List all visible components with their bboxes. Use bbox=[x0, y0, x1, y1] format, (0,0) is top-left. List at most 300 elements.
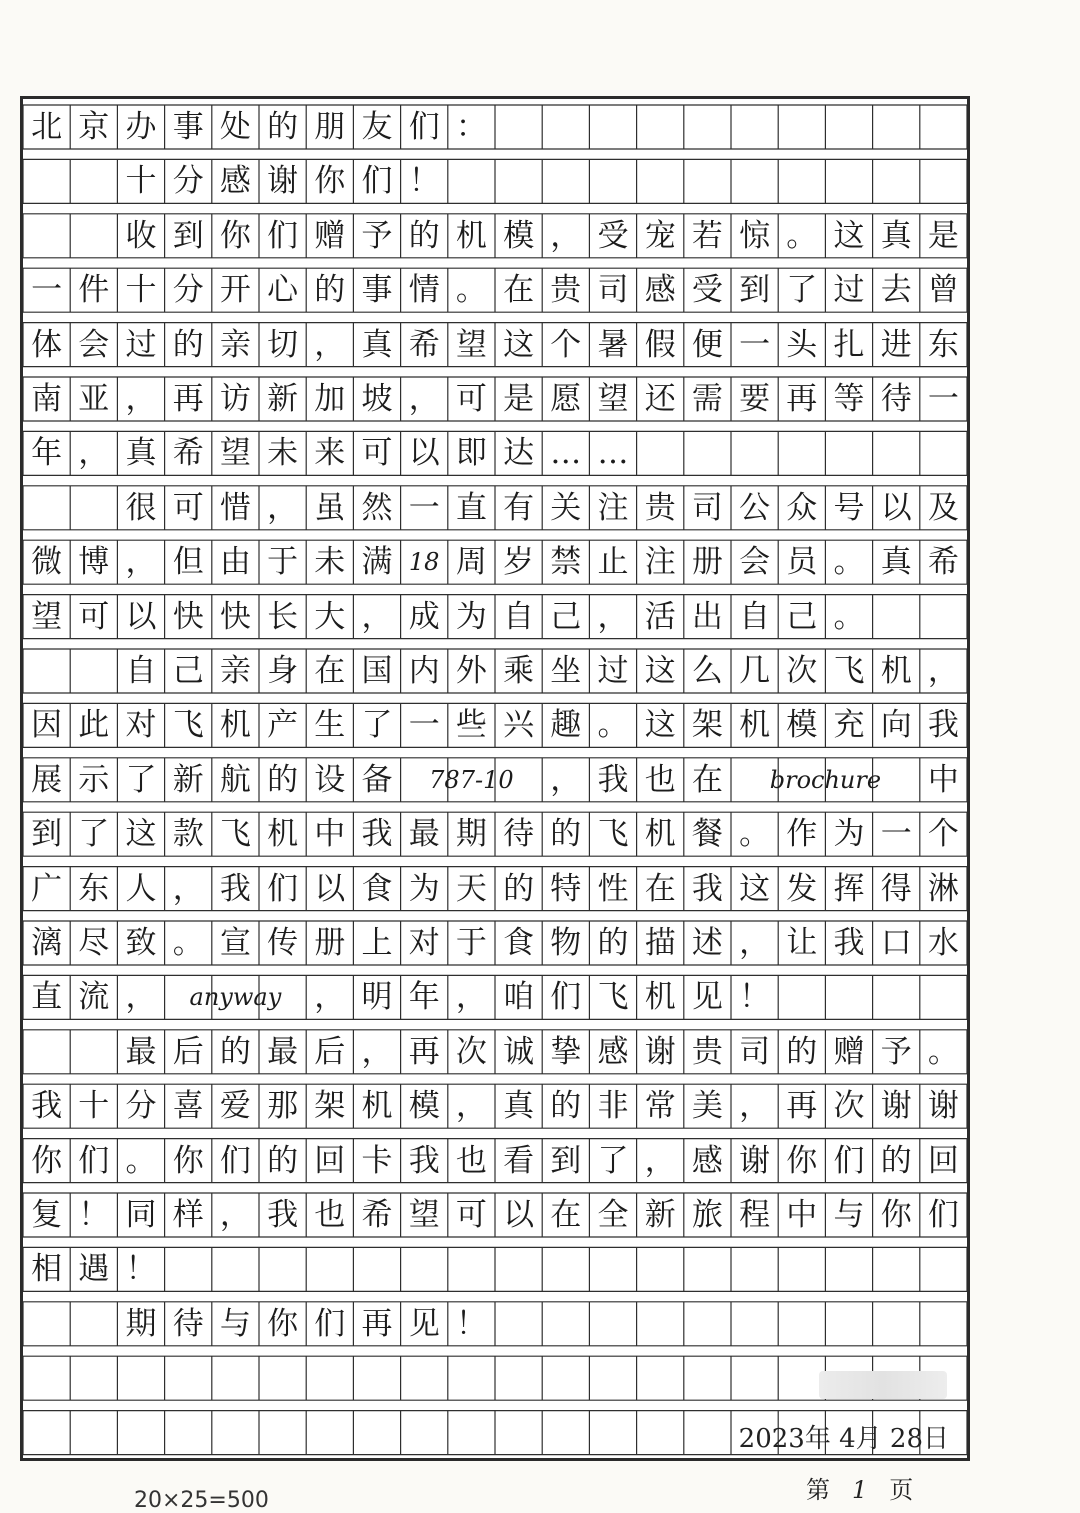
letter-char: ， bbox=[739, 925, 771, 961]
letter-char: 谢 bbox=[644, 1033, 676, 1070]
letter-char: 广 bbox=[31, 870, 63, 907]
letter-char: 然 bbox=[361, 489, 393, 526]
letter-char: 以 bbox=[314, 870, 346, 907]
letter-char: 收 bbox=[125, 217, 157, 254]
letter-char: 是 bbox=[927, 217, 959, 254]
letter-char: 有 bbox=[503, 489, 535, 526]
letter-char: 望 bbox=[408, 1197, 440, 1233]
letter-char: 模 bbox=[408, 1088, 440, 1125]
letter-char: 自 bbox=[739, 598, 771, 635]
letter-char: 常 bbox=[644, 1088, 676, 1125]
letter-char: 口 bbox=[880, 925, 912, 961]
letter-char: 处 bbox=[219, 109, 251, 145]
letter-char: 头 bbox=[786, 326, 818, 363]
letter-char: 。 bbox=[125, 1142, 157, 1179]
letter-char: 程 bbox=[739, 1197, 771, 1233]
letter-char: 淋 bbox=[927, 870, 959, 907]
letter-char: 望 bbox=[597, 381, 629, 417]
letter-char: 再 bbox=[361, 1305, 393, 1342]
letter-line bbox=[23, 1030, 967, 1084]
letter-char: 飞 bbox=[172, 707, 204, 744]
letter-char: 。 bbox=[927, 1033, 959, 1070]
letter-char: 。 bbox=[833, 544, 865, 581]
letter-char: ， bbox=[550, 217, 582, 254]
letter-char bbox=[23, 159, 70, 203]
letter-char: 暑 bbox=[597, 326, 629, 363]
letter-char: ， bbox=[219, 1197, 251, 1233]
letter-char: 旅 bbox=[691, 1197, 723, 1233]
letter-line bbox=[23, 159, 967, 213]
letter-char: 次 bbox=[786, 653, 818, 689]
letter-char: 餐 bbox=[691, 816, 723, 853]
letter-char: 坐 bbox=[550, 653, 582, 689]
letter-char: 爱 bbox=[219, 1088, 251, 1125]
letter-char: 切 bbox=[267, 326, 299, 363]
letter-char: 我 bbox=[691, 870, 723, 907]
letter-char: 谢 bbox=[927, 1088, 959, 1125]
letter-char: 外 bbox=[455, 653, 487, 689]
letter-char: 赠 bbox=[314, 217, 346, 254]
letter-char: 模 bbox=[786, 707, 818, 744]
letter-char bbox=[70, 649, 117, 693]
letter-char: 的 bbox=[314, 272, 346, 309]
letter-char: 达 bbox=[503, 435, 535, 472]
letter-char: 很 bbox=[125, 489, 157, 526]
letter-char: 样 bbox=[172, 1197, 204, 1233]
letter-char: 你 bbox=[314, 163, 346, 200]
letter-char: 望 bbox=[31, 598, 63, 635]
letter-char: 待 bbox=[172, 1305, 204, 1342]
letter-char: ， bbox=[408, 381, 440, 417]
letter-char: 新 bbox=[644, 1197, 676, 1233]
letter-char: 访 bbox=[219, 381, 251, 417]
letter-char: 号 bbox=[833, 489, 865, 526]
letter-char: 开 bbox=[219, 272, 251, 309]
letter-char: 望 bbox=[219, 435, 251, 472]
letter-char: 遇 bbox=[78, 1251, 110, 1288]
letter-char: 再 bbox=[172, 381, 204, 417]
letter-char: 假 bbox=[644, 326, 676, 363]
letter-char: 的 bbox=[550, 816, 582, 853]
letter-char: 的 bbox=[267, 1142, 299, 1179]
letter-char: 在 bbox=[550, 1197, 582, 1233]
letter-char: 虽 bbox=[314, 489, 346, 526]
letter-line bbox=[23, 975, 967, 1029]
letter-char: 期 bbox=[125, 1305, 157, 1342]
letter-char: 。 bbox=[833, 598, 865, 635]
letter-line bbox=[23, 540, 967, 594]
letter-line bbox=[23, 1084, 967, 1138]
page-number-label bbox=[806, 1470, 913, 1505]
redacted-signature bbox=[819, 1371, 947, 1399]
letter-char: 示 bbox=[78, 761, 110, 798]
letter-char: 一 bbox=[880, 816, 912, 853]
letter-char: 发 bbox=[786, 870, 818, 907]
letter-line bbox=[23, 1247, 967, 1301]
letter-char: 年 bbox=[408, 979, 440, 1016]
letter-char: ， bbox=[314, 979, 346, 1016]
letter-line bbox=[23, 268, 967, 322]
letter-char: 致 bbox=[125, 925, 157, 961]
letter-char: 于 bbox=[455, 925, 487, 961]
letter-char: 们 bbox=[927, 1197, 959, 1233]
letter-char: 再 bbox=[786, 381, 818, 417]
letter-char: 机 bbox=[739, 707, 771, 744]
letter-char: 受 bbox=[691, 272, 723, 309]
letter-char: 向 bbox=[880, 707, 912, 744]
letter-line bbox=[23, 214, 967, 268]
letter-char: 真 bbox=[880, 217, 912, 254]
letter-char: 漓 bbox=[31, 925, 63, 961]
letter-char: 个 bbox=[550, 326, 582, 363]
letter-char: ！ bbox=[455, 1305, 487, 1342]
letter-line bbox=[23, 595, 967, 649]
letter-char: 博 bbox=[78, 544, 110, 581]
letter-char: 事 bbox=[361, 272, 393, 309]
letter-char: 愿 bbox=[550, 381, 582, 417]
letter-char: 我 bbox=[31, 1088, 63, 1125]
letter-char: 让 bbox=[786, 925, 818, 961]
letter-char: 一 bbox=[31, 272, 63, 309]
letter-char: ， bbox=[267, 489, 299, 526]
letter-char: 曾 bbox=[927, 272, 959, 309]
letter-char: 人 bbox=[125, 870, 157, 907]
letter-char: 挚 bbox=[550, 1033, 582, 1070]
letter-char: 个 bbox=[927, 816, 959, 853]
letter-char: 感 bbox=[597, 1033, 629, 1070]
letter-char: 过 bbox=[125, 326, 157, 363]
letter-char: 惜 bbox=[219, 489, 251, 526]
letter-char: 可 bbox=[361, 435, 393, 472]
letter-char: 亲 bbox=[219, 326, 251, 363]
letter-char: 朋 bbox=[314, 109, 346, 145]
letter-char: 们 bbox=[219, 1142, 251, 1179]
letter-char: 美 bbox=[691, 1088, 723, 1125]
letter-char: 我 bbox=[597, 761, 629, 798]
letter-char bbox=[70, 486, 117, 530]
letter-char: 的 bbox=[408, 217, 440, 254]
letter-char: 要 bbox=[739, 381, 771, 417]
letter-char: 看 bbox=[503, 1142, 535, 1179]
letter-date: 2023年 4月 28日 bbox=[738, 1424, 949, 1454]
letter-char: 的 bbox=[880, 1142, 912, 1179]
letter-char: ！ bbox=[739, 979, 771, 1016]
letter-char bbox=[23, 486, 70, 530]
letter-char: 这 bbox=[833, 217, 865, 254]
letter-line bbox=[23, 1193, 967, 1247]
letter-char: 飞 bbox=[833, 653, 865, 689]
letter-char: 最 bbox=[408, 816, 440, 853]
letter-line bbox=[23, 921, 967, 975]
letter-char: 贵 bbox=[644, 489, 676, 526]
letter-char: 在 bbox=[644, 870, 676, 907]
letter-char: 了 bbox=[78, 816, 110, 853]
letter-char: 我 bbox=[267, 1197, 299, 1233]
letter-char bbox=[70, 214, 117, 258]
letter-line bbox=[23, 649, 967, 703]
letter-char: 还 bbox=[644, 381, 676, 417]
letter-char: 南 bbox=[31, 381, 63, 417]
letter-char: 真 bbox=[125, 435, 157, 472]
letter-char: 在 bbox=[503, 272, 535, 309]
letter-char: 传 bbox=[267, 925, 299, 961]
letter-char: 己 bbox=[786, 598, 818, 635]
letter-char: 备 bbox=[361, 761, 393, 798]
letter-char: 趣 bbox=[550, 707, 582, 744]
letter-char: ， bbox=[361, 1033, 393, 1070]
letter-char: 我 bbox=[408, 1142, 440, 1179]
letter-char: 谢 bbox=[267, 163, 299, 200]
letter-char: 们 bbox=[550, 979, 582, 1016]
letter-char: ， bbox=[125, 381, 157, 417]
letter-char: 复 bbox=[31, 1197, 63, 1233]
letter-line bbox=[23, 758, 967, 812]
letter-char: … bbox=[597, 435, 629, 472]
letter-char: 架 bbox=[691, 707, 723, 744]
letter-char: 款 bbox=[172, 816, 204, 853]
letter-char: 关 bbox=[550, 489, 582, 526]
letter-char: 再 bbox=[408, 1033, 440, 1070]
letter-char: 们 bbox=[833, 1142, 865, 1179]
letter-char: 加 bbox=[314, 381, 346, 417]
letter-char: 述 bbox=[691, 925, 723, 961]
letter-char: 予 bbox=[880, 1033, 912, 1070]
letter-char: 年 bbox=[31, 435, 63, 472]
letter-char: 东 bbox=[927, 326, 959, 363]
letter-char: ， bbox=[597, 598, 629, 635]
letter-char: 员 bbox=[786, 544, 818, 581]
letter-char: 次 bbox=[833, 1088, 865, 1125]
letter-char: brochure bbox=[769, 765, 882, 794]
letter-char: 为 bbox=[833, 816, 865, 853]
letter-char: … bbox=[550, 435, 582, 472]
letter-char: 787-10 bbox=[429, 765, 514, 794]
letter-char: 快 bbox=[219, 598, 251, 635]
letter-char: 了 bbox=[786, 272, 818, 309]
letter-char: 止 bbox=[597, 544, 629, 581]
letter-char: 的 bbox=[550, 1088, 582, 1125]
letter-char: 那 bbox=[267, 1088, 299, 1125]
letter-char: 回 bbox=[314, 1142, 346, 1179]
letter-char: 贵 bbox=[691, 1033, 723, 1070]
letter-line bbox=[23, 1302, 967, 1356]
letter-char: 公 bbox=[739, 489, 771, 526]
letter-char: 得 bbox=[880, 870, 912, 907]
letter-char: 的 bbox=[219, 1033, 251, 1070]
letter-char: 来 bbox=[314, 435, 346, 472]
letter-char bbox=[23, 214, 70, 258]
letter-char: ， bbox=[644, 1142, 676, 1179]
letter-char: 作 bbox=[786, 816, 818, 853]
letter-char: 友 bbox=[361, 109, 393, 145]
letter-char: 可 bbox=[455, 1197, 487, 1233]
letter-char: ， bbox=[314, 326, 346, 363]
letter-char: 可 bbox=[172, 489, 204, 526]
letter-char: 以 bbox=[880, 489, 912, 526]
letter-char: 过 bbox=[833, 272, 865, 309]
letter-char bbox=[70, 1030, 117, 1074]
letter-char: 宠 bbox=[644, 217, 676, 254]
letter-char: 喜 bbox=[172, 1088, 204, 1125]
letter-char: 尽 bbox=[78, 925, 110, 961]
letter-char bbox=[70, 1302, 117, 1346]
letter-char: 们 bbox=[408, 109, 440, 145]
letter-char: 会 bbox=[78, 326, 110, 363]
letter-char: 些 bbox=[455, 707, 487, 744]
letter-char: 的 bbox=[503, 870, 535, 907]
letter-char: 这 bbox=[125, 816, 157, 853]
letter-char: 可 bbox=[455, 381, 487, 417]
letter-char: 。 bbox=[172, 925, 204, 961]
letter-char: 事 bbox=[172, 109, 204, 145]
letter-char: 注 bbox=[644, 544, 676, 581]
letter-char: 。 bbox=[597, 707, 629, 744]
letter-char: 北 bbox=[31, 109, 63, 145]
letter-char: 及 bbox=[927, 489, 959, 526]
letter-char: 由 bbox=[219, 544, 251, 581]
letter-char: 们 bbox=[361, 163, 393, 200]
letter-char: 你 bbox=[31, 1142, 63, 1179]
letter-char: 航 bbox=[219, 761, 251, 798]
letter-char: 于 bbox=[267, 544, 299, 581]
letter-char: 未 bbox=[267, 435, 299, 472]
letter-char: 我 bbox=[219, 870, 251, 907]
letter-char: 飞 bbox=[597, 979, 629, 1016]
letter-char: 咱 bbox=[503, 979, 535, 1016]
letter-char: 大 bbox=[314, 598, 346, 635]
letter-char: 机 bbox=[361, 1088, 393, 1125]
letter-char: 诚 bbox=[503, 1033, 535, 1070]
letter-char: 赠 bbox=[833, 1033, 865, 1070]
letter-char: 。 bbox=[455, 272, 487, 309]
letter-char: 机 bbox=[219, 707, 251, 744]
letter-char: 宣 bbox=[219, 925, 251, 961]
letter-line bbox=[23, 812, 967, 866]
letter-char: 司 bbox=[597, 272, 629, 309]
letter-char: 中 bbox=[786, 1197, 818, 1233]
letter-char: 了 bbox=[597, 1142, 629, 1179]
letter-char: 机 bbox=[644, 816, 676, 853]
letter-char: 情 bbox=[408, 272, 440, 309]
letter-char: 见 bbox=[691, 979, 723, 1016]
letter-line bbox=[23, 1139, 967, 1193]
letter-char: 予 bbox=[361, 217, 393, 254]
letter-char: 册 bbox=[314, 925, 346, 961]
letter-char: 对 bbox=[125, 707, 157, 744]
letter-char: 产 bbox=[267, 707, 299, 744]
letter-char: ！ bbox=[408, 163, 440, 200]
letter-char: 展 bbox=[31, 761, 63, 798]
letter-char: 到 bbox=[739, 272, 771, 309]
letter-char: 见 bbox=[408, 1305, 440, 1342]
letter-char: 机 bbox=[644, 979, 676, 1016]
letter-char: 的 bbox=[786, 1033, 818, 1070]
letter-char: 成 bbox=[408, 598, 440, 635]
letter-char: 若 bbox=[691, 217, 723, 254]
letter-char: 坡 bbox=[361, 381, 393, 417]
letter-char: 我 bbox=[361, 816, 393, 853]
letter-char: 们 bbox=[78, 1142, 110, 1179]
letter-char: 食 bbox=[361, 870, 393, 907]
letter-char: 体 bbox=[31, 326, 63, 363]
letter-char: 岁 bbox=[503, 544, 535, 581]
letter-char: 以 bbox=[125, 598, 157, 635]
letter-char: 充 bbox=[833, 707, 865, 744]
letter-char: 最 bbox=[267, 1033, 299, 1070]
letter-char: 十 bbox=[125, 163, 157, 200]
letter-char: 注 bbox=[597, 489, 629, 526]
letter-line bbox=[23, 105, 967, 159]
letter-char: 水 bbox=[927, 925, 959, 961]
letter-char: 可 bbox=[78, 598, 110, 635]
letter-char: 上 bbox=[361, 925, 393, 961]
letter-char: 新 bbox=[172, 761, 204, 798]
letter-char: 们 bbox=[314, 1305, 346, 1342]
letter-char: 一 bbox=[408, 489, 440, 526]
letter-char: 你 bbox=[880, 1197, 912, 1233]
letter-char: 是 bbox=[503, 381, 535, 417]
letter-char: 感 bbox=[644, 272, 676, 309]
letter-char: 机 bbox=[267, 816, 299, 853]
letter-char: 飞 bbox=[597, 816, 629, 853]
letter-char: 司 bbox=[691, 489, 723, 526]
letter-char: 感 bbox=[691, 1142, 723, 1179]
letter-char: 们 bbox=[267, 870, 299, 907]
letter-char: 你 bbox=[219, 217, 251, 254]
letter-char: 对 bbox=[408, 925, 440, 961]
letter-char: 同 bbox=[125, 1197, 157, 1233]
letter-char: 。 bbox=[739, 816, 771, 853]
letter-char: 会 bbox=[739, 544, 771, 581]
letter-char: 内 bbox=[408, 653, 440, 689]
letter-char: 进 bbox=[880, 326, 912, 363]
letter-char: 再 bbox=[786, 1088, 818, 1125]
letter-char: 出 bbox=[691, 598, 723, 635]
letter-char bbox=[23, 1030, 70, 1074]
letter-line bbox=[23, 323, 967, 377]
letter-char: 这 bbox=[503, 326, 535, 363]
grid-size-label: 20×25=500 bbox=[134, 1488, 269, 1513]
letter-char: anyway bbox=[189, 983, 282, 1012]
letter-char: 后 bbox=[172, 1033, 204, 1070]
letter-char: 己 bbox=[550, 598, 582, 635]
letter-char: 们 bbox=[267, 217, 299, 254]
letter-char: 扎 bbox=[833, 326, 865, 363]
letter-line bbox=[23, 703, 967, 757]
letter-char: 自 bbox=[503, 598, 535, 635]
letter-char: 机 bbox=[880, 653, 912, 689]
letter-char: 真 bbox=[880, 544, 912, 581]
letter-char: 希 bbox=[361, 1197, 393, 1233]
letter-char bbox=[23, 1302, 70, 1346]
page-number: 1 bbox=[852, 1476, 868, 1504]
letter-char: 次 bbox=[455, 1033, 487, 1070]
letter-char: 么 bbox=[691, 653, 723, 689]
letter-char: 分 bbox=[125, 1088, 157, 1125]
letter-char bbox=[70, 159, 117, 203]
letter-char: 性 bbox=[597, 870, 629, 907]
letter-char: 在 bbox=[314, 653, 346, 689]
letter-char: 但 bbox=[172, 544, 204, 581]
letter-char: 中 bbox=[314, 816, 346, 853]
letter-char: 以 bbox=[503, 1197, 535, 1233]
letter-char: 。 bbox=[786, 217, 818, 254]
letter-char: 乘 bbox=[503, 653, 535, 689]
letter-char: 感 bbox=[219, 163, 251, 200]
letter-char: 希 bbox=[927, 544, 959, 581]
letter-char: 希 bbox=[408, 326, 440, 363]
letter-char: 挥 bbox=[833, 870, 865, 907]
